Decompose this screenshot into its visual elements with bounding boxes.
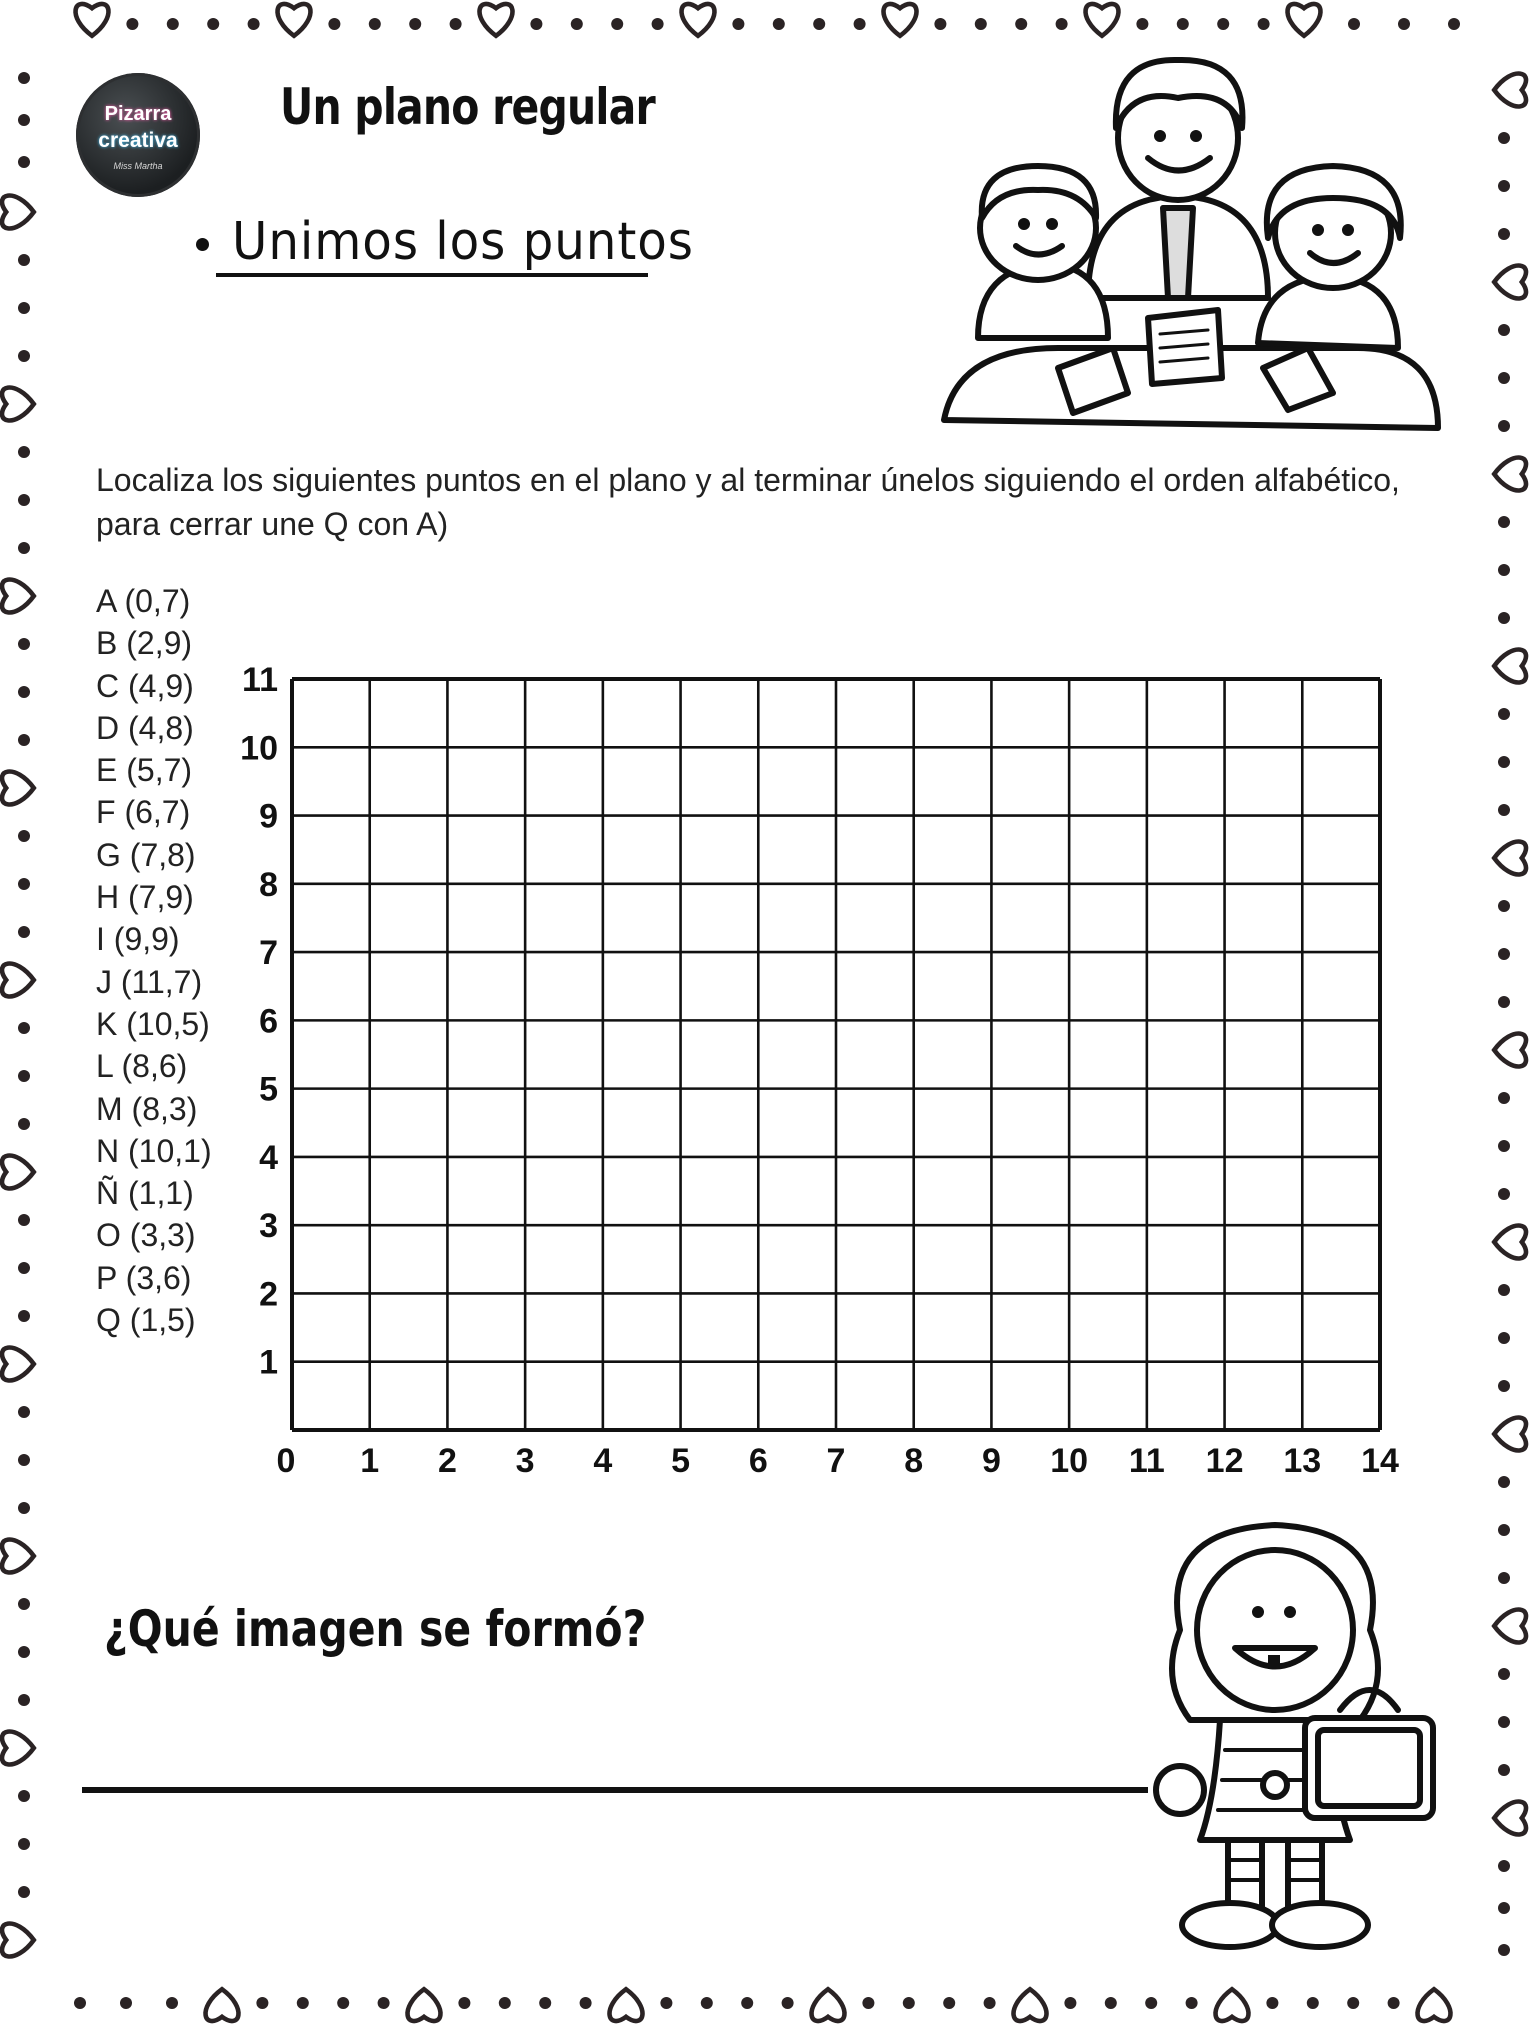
heart-icon — [2, 1348, 34, 1381]
border-dot — [18, 1070, 30, 1082]
border-dot — [660, 1997, 672, 2009]
subtitle-underline — [216, 273, 648, 277]
border-dot — [18, 638, 30, 650]
border-dot — [1258, 18, 1270, 30]
heart-icon — [278, 4, 311, 36]
y-tick-label: 3 — [259, 1207, 278, 1246]
heart-icon — [682, 4, 715, 36]
border-dot — [854, 18, 866, 30]
border-dot — [732, 18, 744, 30]
point-item: G (7,8) — [96, 836, 196, 873]
border-dot — [1177, 18, 1189, 30]
heart-icon — [2, 580, 34, 613]
border-dot — [18, 114, 30, 126]
border-dot — [458, 1997, 470, 2009]
border-dot — [782, 1997, 794, 2009]
border-dot — [499, 1997, 511, 2009]
heart-icon — [812, 1989, 845, 2021]
y-tick-label: 4 — [259, 1138, 278, 1177]
instructions-text: Localiza los siguientes puntos en el plano y al terminar únelos siguiendo el orden alfabético, para cerrar une Q con A) — [96, 462, 1400, 542]
border-dot — [18, 72, 30, 84]
border-dot — [18, 1022, 30, 1034]
border-dot — [409, 18, 421, 30]
border-dot — [1307, 1997, 1319, 2009]
border-dot — [74, 1997, 86, 2009]
answer-line — [82, 1787, 1148, 1793]
y-tick-label: 7 — [259, 934, 278, 973]
border-dot — [975, 18, 987, 30]
heart-icon — [2, 1156, 34, 1189]
border-dot — [18, 1310, 30, 1322]
border-dot — [18, 1214, 30, 1226]
border-dot — [580, 1997, 592, 2009]
heart-icon — [2, 388, 34, 421]
border-dot — [1105, 1997, 1117, 2009]
heart-icon — [408, 1989, 441, 2021]
heart-icon — [610, 1989, 643, 2021]
heart-icon — [480, 4, 513, 36]
heart-icon — [76, 4, 109, 36]
border-dot — [18, 350, 30, 362]
x-tick-label: 10 — [1050, 1442, 1089, 1478]
border-dot — [1498, 180, 1510, 192]
border-dot — [1498, 1380, 1510, 1392]
heart-icon — [1086, 4, 1119, 36]
border-dot — [1056, 18, 1068, 30]
border-dot — [18, 1454, 30, 1466]
border-dot — [18, 446, 30, 458]
border-dot — [1498, 612, 1510, 624]
border-dot — [18, 830, 30, 842]
y-tick-label: 5 — [259, 1070, 278, 1109]
heart-icon — [1418, 1989, 1451, 2021]
border-dot — [530, 18, 542, 30]
x-tick-label: 6 — [748, 1442, 768, 1478]
border-dot — [18, 542, 30, 554]
border-dot — [18, 254, 30, 266]
border-dot — [1498, 1944, 1510, 1956]
border-dot — [248, 18, 260, 30]
heart-icon — [2, 1540, 34, 1573]
border-dot — [297, 1997, 309, 2009]
heart-icon — [1494, 1418, 1526, 1451]
border-dot — [1498, 804, 1510, 816]
border-dot — [18, 1694, 30, 1706]
x-tick-label: 11 — [1128, 1442, 1165, 1478]
border-dot — [328, 18, 340, 30]
heart-icon — [1494, 1610, 1526, 1643]
heart-icon — [1494, 650, 1526, 683]
y-tick-label: 1 — [259, 1343, 278, 1382]
border-dot — [1015, 18, 1027, 30]
border-dot — [1348, 18, 1360, 30]
heart-icon — [2, 1924, 34, 1957]
border-dot — [18, 1262, 30, 1274]
border-dot — [1498, 1902, 1510, 1914]
y-tick-label: 8 — [259, 865, 278, 904]
point-item: C (4,9) — [96, 667, 194, 704]
x-tick-label: 8 — [904, 1442, 924, 1478]
coordinate-point-list — [96, 580, 212, 1341]
x-tick-label: 2 — [437, 1442, 457, 1478]
border-dot — [126, 18, 138, 30]
border-dot — [1498, 1668, 1510, 1680]
border-dot — [1498, 132, 1510, 144]
point-item: L (8,6) — [96, 1048, 188, 1085]
border-dot — [1498, 1476, 1510, 1488]
border-dot — [813, 18, 825, 30]
y-tick-label: 11 — [242, 661, 278, 699]
y-tick-label: 2 — [259, 1275, 278, 1314]
girl-with-slate-illustration — [1140, 1510, 1440, 1960]
border-dot — [1498, 1764, 1510, 1776]
border-dot — [167, 18, 179, 30]
point-item: N (10,1) — [96, 1132, 212, 1169]
x-tick-label: 7 — [826, 1442, 846, 1478]
border-dot — [652, 18, 664, 30]
border-dot — [18, 878, 30, 890]
border-dot — [1498, 516, 1510, 528]
point-item: D (4,8) — [96, 709, 194, 746]
point-item: Q (1,5) — [96, 1302, 196, 1339]
border-dot — [1498, 324, 1510, 336]
border-dot — [18, 1502, 30, 1514]
border-dot — [773, 18, 785, 30]
border-dot — [1498, 948, 1510, 960]
border-dot — [1498, 756, 1510, 768]
border-dot — [741, 1997, 753, 2009]
border-dot — [166, 1997, 178, 2009]
worksheet-title: Un plano regular — [280, 78, 655, 136]
heart-icon — [1494, 266, 1526, 299]
border-dot — [18, 1886, 30, 1898]
point-item: M (8,3) — [96, 1090, 198, 1127]
border-dot — [18, 1790, 30, 1802]
border-dot — [1498, 1716, 1510, 1728]
heart-icon — [1494, 1226, 1526, 1259]
x-tick-label: 13 — [1283, 1442, 1322, 1478]
logo-line-2: creativa — [98, 129, 178, 152]
heart-icon — [2, 196, 34, 229]
border-dot — [862, 1997, 874, 2009]
point-item: A (0,7) — [96, 583, 191, 619]
border-dot — [18, 1646, 30, 1658]
border-dot — [369, 18, 381, 30]
border-dot — [1136, 18, 1148, 30]
border-dot — [337, 1997, 349, 2009]
x-tick-label: 1 — [360, 1442, 380, 1478]
border-dot — [18, 1406, 30, 1418]
border-dot — [18, 686, 30, 698]
border-dot — [1498, 1524, 1510, 1536]
x-tick-label: 0 — [276, 1442, 296, 1478]
logo-line-3: Miss Martha — [113, 161, 163, 171]
border-dot — [18, 1598, 30, 1610]
point-item: P (3,6) — [96, 1259, 192, 1296]
border-dot — [1498, 1188, 1510, 1200]
border-dot — [611, 18, 623, 30]
y-tick-label: 10 — [240, 729, 278, 768]
border-dot — [1498, 1140, 1510, 1152]
border-dot — [18, 494, 30, 506]
border-dot — [1064, 1997, 1076, 2009]
border-dot — [984, 1997, 996, 2009]
point-item: Ñ (1,1) — [96, 1175, 194, 1212]
border-dot — [450, 18, 462, 30]
border-dot — [378, 1997, 390, 2009]
border-dot — [1498, 1092, 1510, 1104]
border-dot — [18, 734, 30, 746]
border-dot — [1498, 228, 1510, 240]
point-item: O (3,3) — [96, 1217, 196, 1254]
border-dot — [539, 1997, 551, 2009]
border-dot — [1498, 1572, 1510, 1584]
heart-icon — [1216, 1989, 1249, 2021]
logo-line-1: Pizarra — [104, 103, 172, 125]
heart-icon — [1494, 74, 1526, 107]
border-dot — [120, 1997, 132, 2009]
border-dot — [1145, 1997, 1157, 2009]
border-dot — [1347, 1997, 1359, 2009]
heart-icon — [2, 772, 34, 805]
point-item: E (5,7) — [96, 752, 193, 789]
heart-icon — [1494, 842, 1526, 875]
point-item: H (7,9) — [96, 879, 194, 916]
point-item: K (10,5) — [96, 1005, 210, 1042]
border-dot — [1498, 564, 1510, 576]
teacher-and-kids-illustration — [938, 48, 1448, 438]
heart-icon — [2, 964, 34, 997]
heart-icon — [1494, 458, 1526, 491]
border-dot — [1217, 18, 1229, 30]
point-item: I (9,9) — [96, 921, 180, 958]
border-dot — [256, 1997, 268, 2009]
point-item: B (2,9) — [96, 625, 193, 662]
border-dot — [18, 926, 30, 938]
x-tick-label: 5 — [671, 1442, 691, 1478]
border-dot — [903, 1997, 915, 2009]
border-dot — [18, 1118, 30, 1130]
bullet-icon — [196, 238, 209, 251]
heart-icon — [1494, 1802, 1526, 1835]
heart-icon — [1494, 1034, 1526, 1067]
border-dot — [1388, 1997, 1400, 2009]
border-dot — [1498, 900, 1510, 912]
border-dot — [1448, 18, 1460, 30]
border-dot — [18, 156, 30, 168]
heart-icon — [2, 1732, 34, 1765]
border-dot — [1266, 1997, 1278, 2009]
heart-icon — [884, 4, 917, 36]
border-dot — [1498, 1332, 1510, 1344]
x-tick-label: 9 — [981, 1442, 1001, 1478]
x-tick-label: 14 — [1361, 1442, 1399, 1478]
coordinate-grid — [232, 578, 1412, 1478]
border-dot — [934, 18, 946, 30]
border-dot — [1498, 1284, 1510, 1296]
border-dot — [1186, 1997, 1198, 2009]
point-item: F (6,7) — [96, 794, 191, 831]
border-dot — [1498, 996, 1510, 1008]
border-dot — [1498, 708, 1510, 720]
y-tick-label: 6 — [259, 1002, 278, 1041]
x-tick-label: 3 — [515, 1442, 535, 1478]
border-dot — [1498, 1860, 1510, 1872]
border-dot — [1498, 372, 1510, 384]
border-dot — [18, 302, 30, 314]
heart-icon — [1014, 1989, 1047, 2021]
border-dot — [943, 1997, 955, 2009]
point-item: J (11,7) — [96, 963, 203, 1000]
heart-icon — [1288, 4, 1321, 36]
worksheet-subtitle: Unimos los puntos — [232, 212, 694, 272]
y-tick-label: 9 — [259, 797, 278, 836]
heart-icon — [206, 1989, 239, 2021]
border-dot — [1398, 18, 1410, 30]
border-dot — [701, 1997, 713, 2009]
x-tick-label: 12 — [1205, 1442, 1244, 1478]
border-dot — [571, 18, 583, 30]
border-dot — [18, 1838, 30, 1850]
border-dot — [207, 18, 219, 30]
border-dot — [1498, 420, 1510, 432]
question-text: ¿Qué imagen se formó? — [104, 1600, 647, 1658]
pizarra-creativa-logo — [76, 73, 200, 197]
x-tick-label: 4 — [593, 1442, 613, 1478]
